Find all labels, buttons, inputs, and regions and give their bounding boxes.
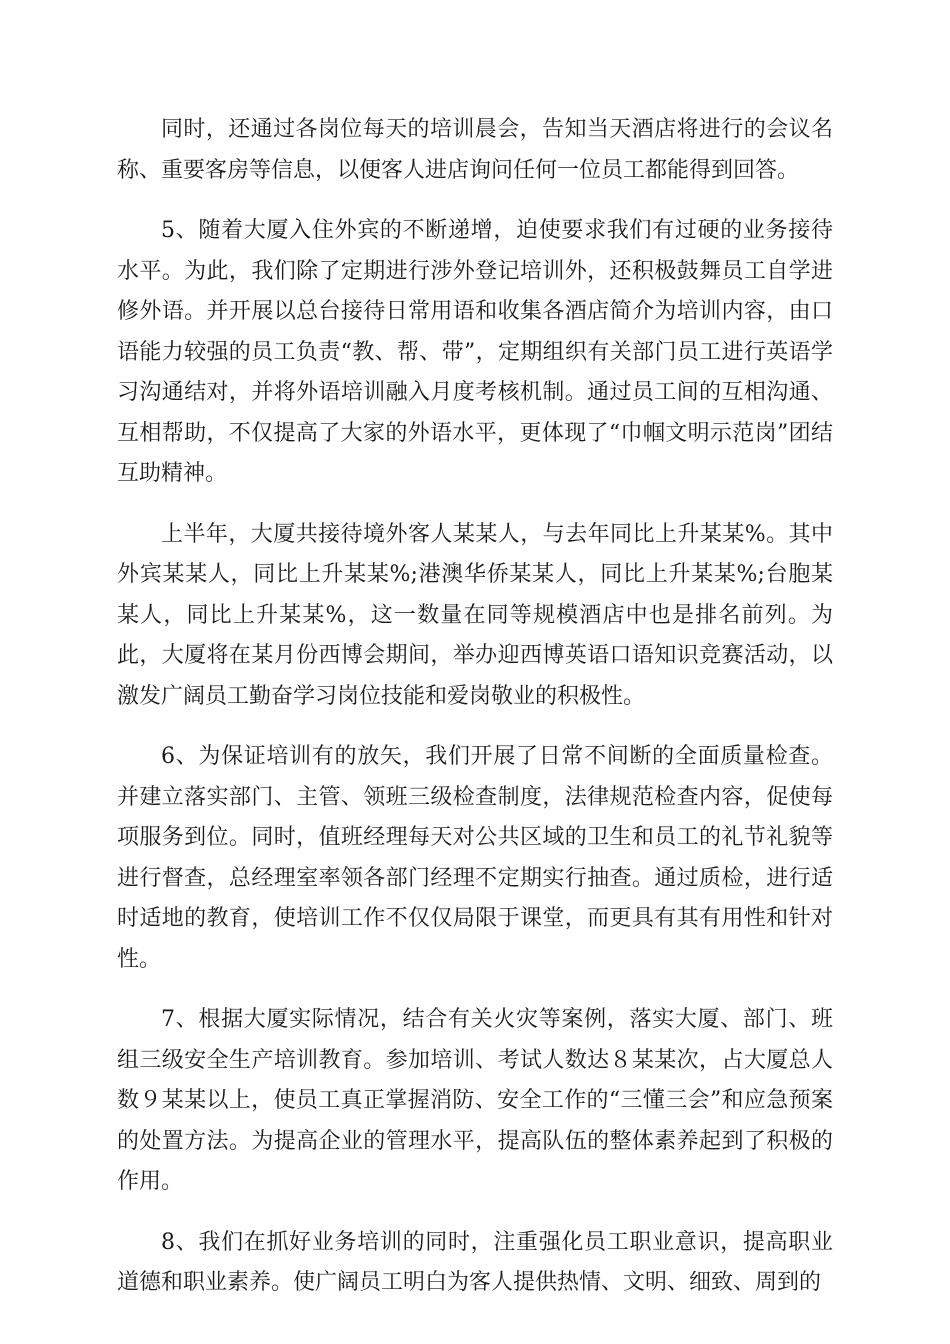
paragraph-2: 5、随着大厦入住外宾的不断递增，迫使要求我们有过硬的业务接待水平。为此，我们除了定期进行涉外登记培训外，还积极鼓舞员工自学进修外语。并开展以总台接待日常用语和收集各酒店简介为培训内容，由口语能力较强的员工负责“教、帮、带”，定期组织有关部门员工进行英语学习沟通结对，并将外语培训融入月度考核机制。通过员工间的互相沟通、互相帮助，不仅提高了大家的外语水平，更体现了“巾帼文明示范岗”团结互助精神。 (117, 218, 833, 486)
paragraph-1: 同时，还通过各岗位每天的培训晨会，告知当天酒店将进行的会议名称、重要客房等信息，以便客人进店询问任何一位员工都能得到回答。 (117, 117, 833, 183)
document-page (117, 110, 833, 1324)
paragraph-3: 上半年，大厦共接待境外客人某某人，与去年同比上升某某%。其中外宾某某人，同比上升某某%;港澳华侨某某人，同比上升某某%;台胞某某人，同比上升某某%，这一数量在同等规模酒店中也是排名前列。为此，大厦将在某月份西博会期间，举办迎西博英语口语知识竞赛活动，以激发广阔员工勤奋学习岗位技能和爱岗敬业的积极性。 (117, 521, 833, 709)
paragraph-6: 8、我们在抓好业务培训的同时，注重强化员工职业意识，提高职业道德和职业素养。使广阔员工明白为客人提供热情、文明、细致、周到的 (117, 1229, 833, 1295)
paragraph-4: 6、为保证培训有的放矢，我们开展了日常不间断的全面质量检查。并建立落实部门、主管、领班三级检查制度，法律规范检查内容，促使每项服务到位。同时，值班经理每天对公共区域的卫生和员工的礼节礼貌等进行督查，总经理室率领各部门经理不定期实行抽查。通过质检，进行适时适地的教育，使培训工作不仅仅局限于课堂，而更具有其有用性和针对性。 (117, 744, 833, 972)
paragraph-5: 7、根据大厦实际情况，结合有关火灾等案例，落实大厦、部门、班组三级安全生产培训教育。参加培训、考试人数达８某某次，占大厦总人数９某某以上，使员工真正掌握消防、安全工作的“三懂三会”和应急预案的处置方法。为提高企业的管理水平，提高队伍的整体素养起到了积极的作用。 (117, 1007, 833, 1194)
